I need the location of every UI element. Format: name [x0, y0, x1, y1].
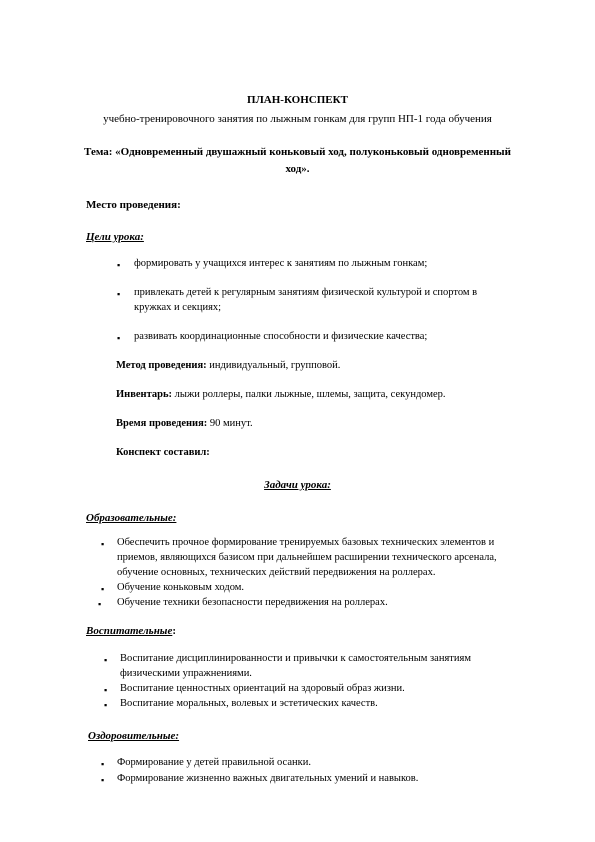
upbringing-item: Воспитание дисциплинированности и привычки к самостоятельным занятиям [120, 653, 471, 664]
inventory-label: Инвентарь: [116, 389, 173, 400]
bullet-icon: ▪ [98, 599, 102, 609]
bullet-icon: ▪ [104, 700, 108, 710]
bullet-icon: ▪ [117, 289, 121, 299]
theme-line-1: Тема: «Одновременный двушажный коньковый ход, полуконьковый одновременный [84, 146, 511, 158]
time-line [116, 418, 253, 429]
bullet-icon: ▪ [101, 775, 105, 785]
bullet-icon: ▪ [117, 260, 121, 270]
bullet-icon: ▪ [101, 584, 105, 594]
upbringing-item: Воспитание моральных, волевых и эстетических качеств. [120, 698, 378, 709]
educational-item: Обучение коньковым ходом. [117, 582, 245, 593]
upbringing-item: Воспитание ценностных ориентаций на здоровый образ жизни. [120, 683, 405, 694]
goal-item: развивать координационные способности и физические качества; [134, 331, 428, 342]
theme-line-2: ход». [285, 163, 310, 175]
goal-item: привлекать детей к регулярным занятиям физической культурой и спортом в [134, 287, 478, 298]
document-subtitle: учебно-тренировочного занятия по лыжным гонкам для групп НП-1 года обучения [103, 113, 492, 125]
educational-item: Обучение техники безопасности передвижения на роллерах. [117, 597, 388, 608]
inventory-value: лыжи роллеры, палки лыжные, шлемы, защита, секундомер. [172, 389, 446, 400]
educational-item-continuation: приемов, являющихся базисом при дальнейшем расширении технического арсенала, [117, 552, 497, 563]
bullet-icon: ▪ [117, 333, 121, 343]
bullet-icon: ▪ [104, 655, 108, 665]
goal-item-continuation: кружках и секциях; [134, 302, 222, 313]
time-label: Время проведения: [116, 418, 208, 429]
upbringing-heading [86, 625, 176, 637]
time-value: 90 минут. [207, 418, 253, 429]
bullet-icon: ▪ [101, 759, 105, 769]
health-item: Формирование у детей правильной осанки. [117, 757, 311, 768]
inventory-line [116, 389, 446, 400]
upbringing-item-continuation: физическими упражнениями. [120, 668, 252, 679]
bullet-icon: ▪ [101, 539, 105, 549]
educational-item-continuation: обучение основных, технических действий передвижения на роллерах. [117, 567, 436, 578]
upbringing-label: Воспитательные [86, 625, 173, 637]
health-label: Оздоровительные: [88, 730, 180, 742]
goals-label: Цели урока: [86, 231, 144, 243]
document-title: ПЛАН-КОНСПЕКТ [247, 94, 348, 106]
upbringing-colon: : [172, 625, 176, 637]
method-label: Метод проведения: [116, 360, 207, 371]
educational-label: Образовательные: [86, 512, 177, 524]
educational-item: Обеспечить прочное формирование тренируемых базовых технических элементов и [117, 537, 495, 548]
tasks-label: Задачи урока: [264, 479, 331, 491]
method-value: индивидуальный, групповой. [206, 360, 341, 371]
health-item: Формирование жизненно важных двигательных умений и навыков. [117, 773, 419, 784]
bullet-icon: ▪ [104, 685, 108, 695]
method-line [116, 360, 340, 371]
author-label: Конспект составил: [116, 447, 210, 458]
place-label: Место проведения: [86, 199, 181, 211]
goal-item: формировать у учащихся интерес к занятиям по лыжным гонкам; [134, 258, 428, 269]
